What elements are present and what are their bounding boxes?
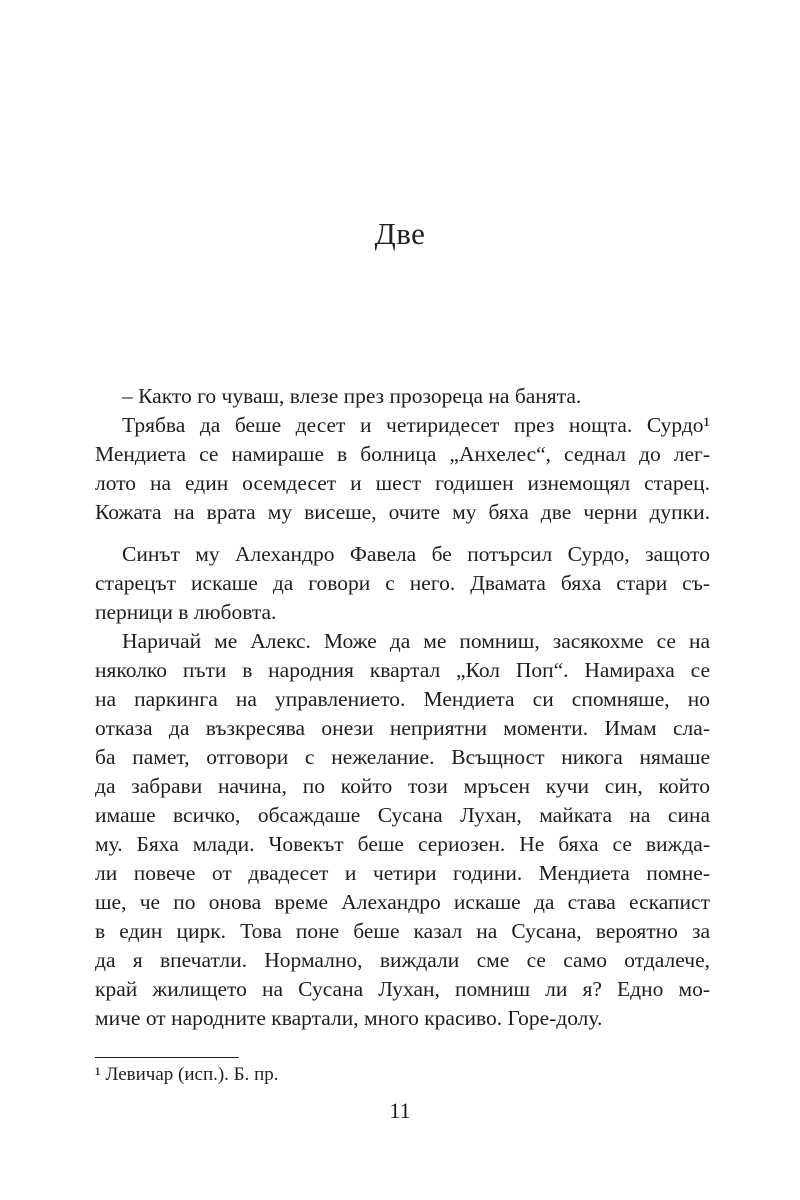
body-text <box>95 382 710 1033</box>
text-line: да забрави начина, по който този мръсен кучи син, който <box>95 774 710 798</box>
text-line: в един цирк. Това поне беше казал на Сусана, вероятно за <box>95 919 710 943</box>
paragraph <box>95 540 710 627</box>
text-line: Кожата на врата му висеше, очите му бяха две черни дупки. <box>95 500 710 524</box>
text-line: Трябва да беше десет и четиридесет през нощта. Сурдо¹ <box>122 413 710 437</box>
text-line: ли повече от двадесет и четири години. Мендиета помне- <box>95 861 710 885</box>
text-line: няколко пъти в народния квартал „Кол Поп“. Намираха се <box>95 658 710 682</box>
text-line: – Както го чуваш, влезе през прозореца на банята. <box>122 384 582 408</box>
text-line: миче от народните квартали, много красиво. Горе-долу. <box>95 1006 603 1030</box>
paragraph <box>95 411 710 527</box>
text-line: край жилището на Сусана Лухан, помниш ли я? Едно мо- <box>95 977 710 1001</box>
text-line: Наричай ме Алекс. Може да ме помниш, засякохме се на <box>122 629 710 653</box>
text-line: Синът му Алехандро Фавела бе потърсил Сурдо, защото <box>122 542 710 566</box>
footnote: ¹ Левичар (исп.). Б. пр. <box>95 1064 279 1085</box>
text-line: ше, че по онова време Алехандро искаше да става ескапист <box>95 890 710 914</box>
paragraph <box>95 627 710 1033</box>
paragraph <box>95 382 710 411</box>
text-line: да я впечатли. Нормално, виждали сме се само отдалече, <box>95 948 710 972</box>
text-line: имаше всичко, обсаждаше Сусана Лухан, майката на сина <box>95 803 710 827</box>
text-line: Мендиета се намираше в болница „Анхелес“, седнал до лег- <box>95 442 710 466</box>
text-line: на паркинга на управлението. Мендиета си спомняше, но <box>95 687 710 711</box>
scene-break <box>95 527 710 540</box>
footnote-separator <box>95 1057 239 1058</box>
text-line: перници в любовта. <box>95 600 277 624</box>
text-line: старецът искаше да говори с него. Двамата бяха стари съ- <box>95 571 710 595</box>
text-line: му. Бяха млади. Човекът беше сериозен. Не бяха се вижда- <box>95 832 710 856</box>
page-number: 11 <box>389 1098 411 1123</box>
chapter-title: Две <box>374 216 426 251</box>
text-line: ба памет, отговори с нежелание. Всъщност никога нямаше <box>95 745 710 769</box>
text-line: отказа да възкресява онези неприятни моменти. Имам сла- <box>95 716 710 740</box>
text-line: лото на един осемдесет и шест годишен изнемощял старец. <box>95 471 710 495</box>
